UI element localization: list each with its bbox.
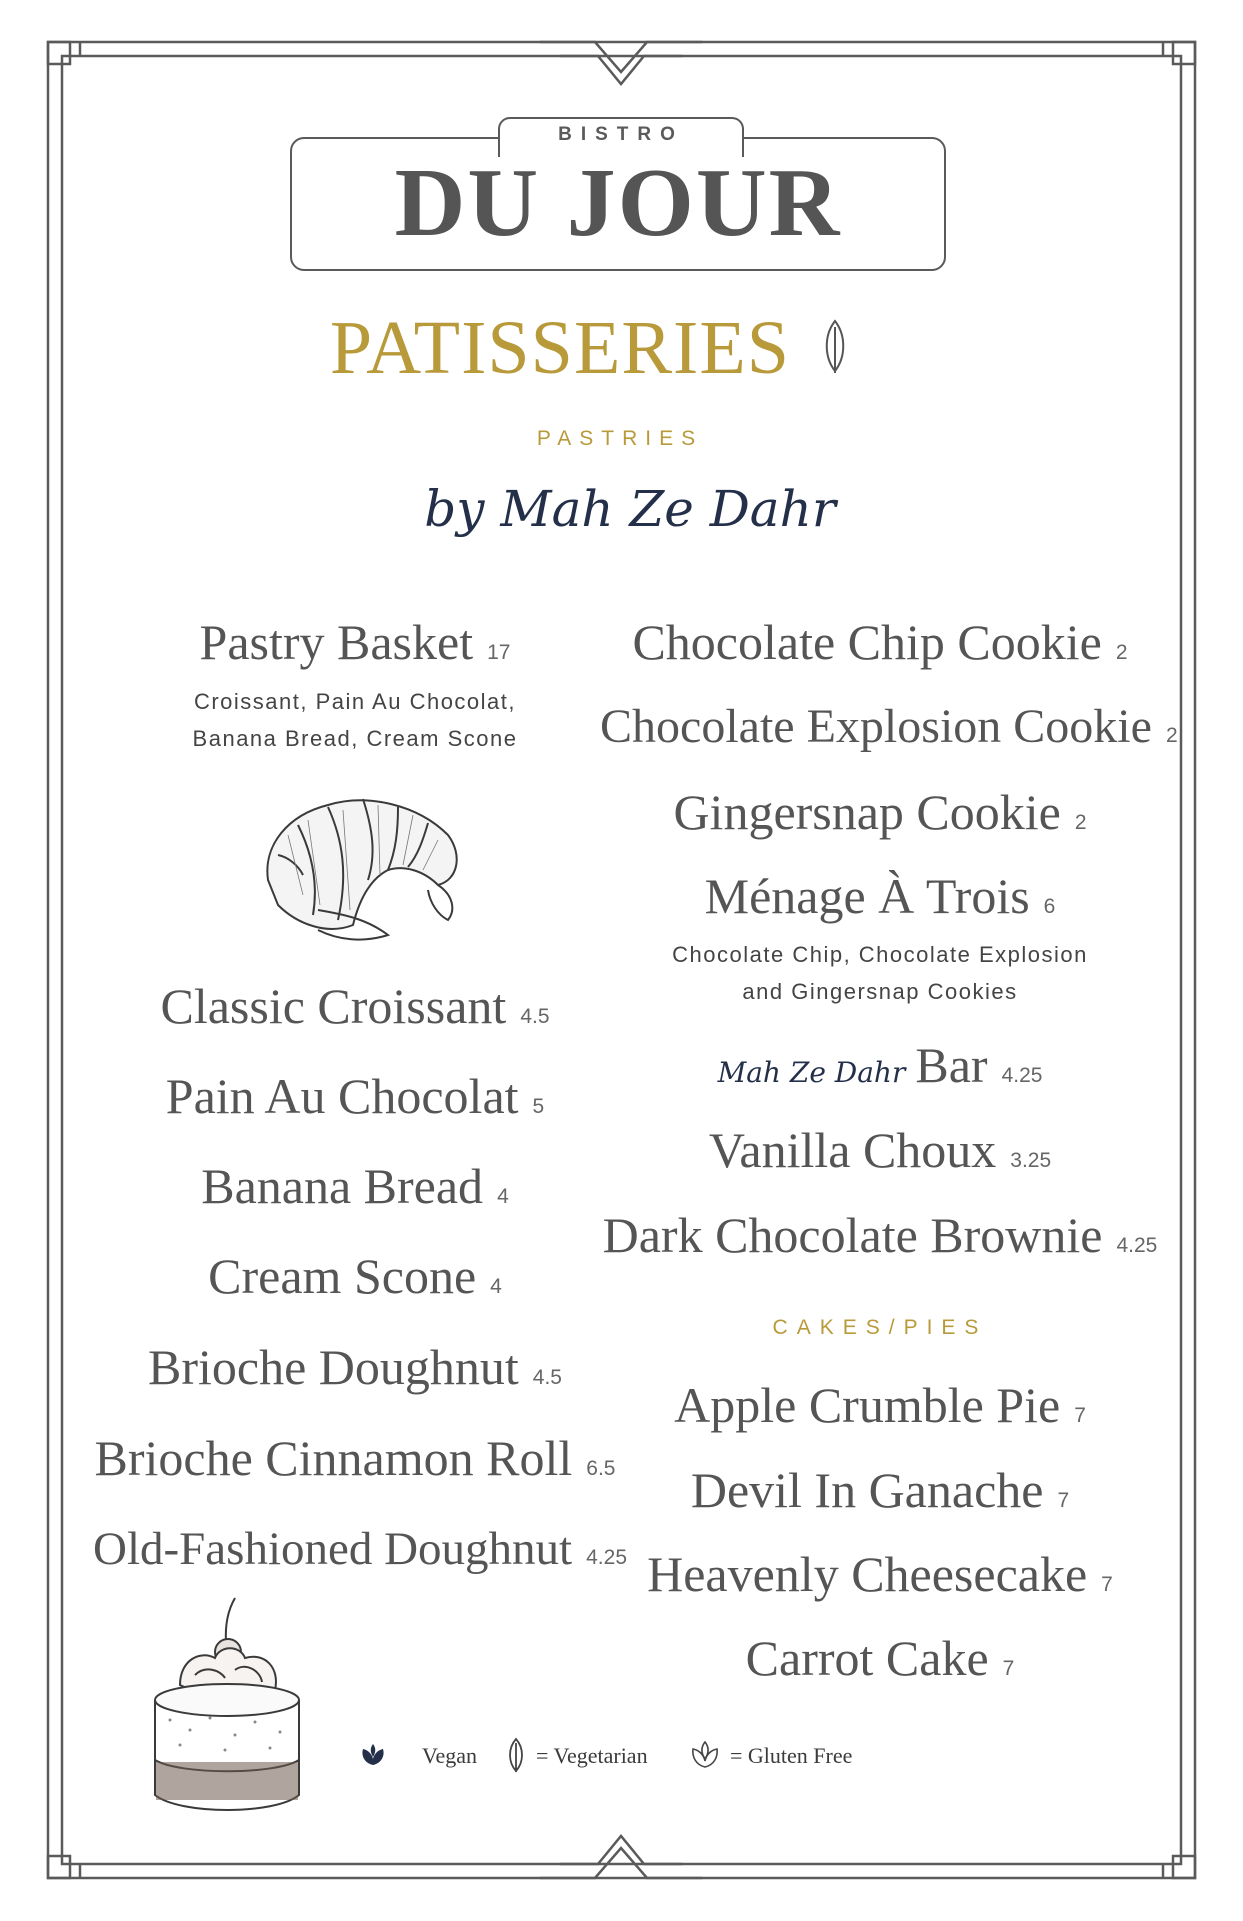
item-banana-bread	[110, 1156, 600, 1227]
item-name: Apple Crumble Pie	[674, 1377, 1061, 1433]
item-price: 7	[1002, 1657, 1015, 1680]
vegetarian-leaf-icon	[506, 1737, 526, 1773]
item-brioche-cinnamon-roll	[90, 1428, 620, 1499]
item-heavenly-cheesecake	[610, 1544, 1150, 1615]
item-carrot-cake	[610, 1628, 1150, 1699]
legend-vegan-label: Vegan	[422, 1743, 477, 1768]
item-brand-script: Mah Ze Dahr	[717, 1056, 906, 1089]
item-name: Chocolate Explosion Cookie	[600, 700, 1152, 753]
item-classic-croissant	[110, 976, 600, 1047]
gluten-free-icon	[688, 1739, 722, 1771]
description-line: Croissant, Pain Au Chocolat,	[193, 689, 517, 714]
item-price: 4.5	[532, 1366, 562, 1389]
logo-du-jour-text: DU JOUR	[394, 149, 842, 257]
item-name: Chocolate Chip Cookie	[632, 614, 1102, 670]
item-name: Vanilla Choux	[708, 1122, 997, 1178]
item-price: 4.25	[1116, 1234, 1158, 1257]
item-old-fashioned-doughnut	[80, 1519, 640, 1588]
menu-title-text: PATISSERIES	[329, 306, 791, 390]
item-pastry-basket	[130, 612, 580, 683]
item-apple-crumble-pie	[610, 1375, 1150, 1446]
menu-title	[240, 305, 940, 392]
item-price: 4	[497, 1185, 509, 1208]
item-name: Old-Fashioned Doughnut	[93, 1523, 573, 1575]
item-name: Brioche Doughnut	[148, 1339, 519, 1395]
item-mah-ze-dahr-bar	[610, 1035, 1150, 1106]
pastry-basket-description	[130, 683, 580, 757]
item-name: Brioche Cinnamon Roll	[94, 1430, 573, 1486]
item-price: 2	[1165, 724, 1178, 747]
item-name: Classic Croissant	[160, 978, 507, 1034]
item-pain-au-chocolat	[110, 1066, 600, 1137]
item-price: 3.25	[1010, 1149, 1052, 1172]
item-price: 7	[1057, 1489, 1070, 1512]
item-chocolate-chip-cookie	[610, 612, 1150, 683]
item-brioche-doughnut	[110, 1337, 600, 1408]
item-price: 7	[1101, 1573, 1113, 1596]
item-menage-a-trois	[610, 866, 1150, 937]
item-gingersnap-cookie	[610, 782, 1150, 853]
dietary-legend	[360, 1735, 920, 1775]
item-name: Ménage À Trois	[704, 868, 1030, 924]
item-name: Heavenly Cheesecake	[647, 1546, 1088, 1602]
menu-subtitle: PASTRIES	[536, 427, 704, 450]
vegetarian-leaf-icon	[820, 319, 850, 375]
cake-illustration	[140, 1590, 315, 1830]
item-price: 5	[532, 1095, 545, 1118]
description-line: Banana Bread, Cream Scone	[192, 726, 518, 751]
item-price: 2	[1115, 641, 1128, 664]
item-vanilla-choux	[610, 1120, 1150, 1191]
byline-signature: by Mah Ze Dahr	[424, 480, 836, 538]
logo-bistro-text: BISTRO	[558, 124, 684, 145]
description-line: Chocolate Chip, Chocolate Explosion	[672, 942, 1088, 967]
description-line: and Gingersnap Cookies	[742, 979, 1018, 1004]
item-price: 17	[487, 641, 511, 664]
item-price: 4.25	[1001, 1064, 1043, 1087]
item-name: Bar	[915, 1037, 988, 1093]
item-price: 4.5	[520, 1005, 550, 1028]
item-name: Cream Scone	[208, 1248, 477, 1304]
item-name: Banana Bread	[201, 1158, 484, 1214]
item-price: 2	[1074, 811, 1087, 834]
item-price: 4.25	[586, 1546, 627, 1569]
section-cakes-pies: CAKES/PIES	[772, 1316, 988, 1339]
item-name: Pastry Basket	[199, 614, 474, 670]
item-name: Pain Au Chocolat	[165, 1068, 519, 1124]
item-cream-scone	[110, 1246, 600, 1317]
legend-gluten-free-label: = Gluten Free	[730, 1743, 853, 1768]
item-name: Gingersnap Cookie	[673, 784, 1061, 840]
item-price: 7	[1074, 1404, 1086, 1427]
item-chocolate-explosion-cookie	[600, 697, 1178, 766]
menage-a-trois-description	[610, 936, 1150, 1010]
item-devil-in-ganache	[610, 1460, 1150, 1531]
item-price: 6.5	[586, 1457, 616, 1480]
item-name: Carrot Cake	[745, 1630, 989, 1686]
item-name: Devil In Ganache	[690, 1462, 1044, 1518]
item-price: 4	[490, 1275, 502, 1298]
legend-vegetarian-label: = Vegetarian	[536, 1743, 648, 1768]
croissant-illustration	[258, 785, 468, 945]
vegan-icon	[360, 1743, 386, 1767]
item-name: Dark Chocolate Brownie	[602, 1207, 1103, 1263]
item-price: 6	[1043, 895, 1056, 918]
item-dark-chocolate-brownie	[600, 1205, 1160, 1276]
